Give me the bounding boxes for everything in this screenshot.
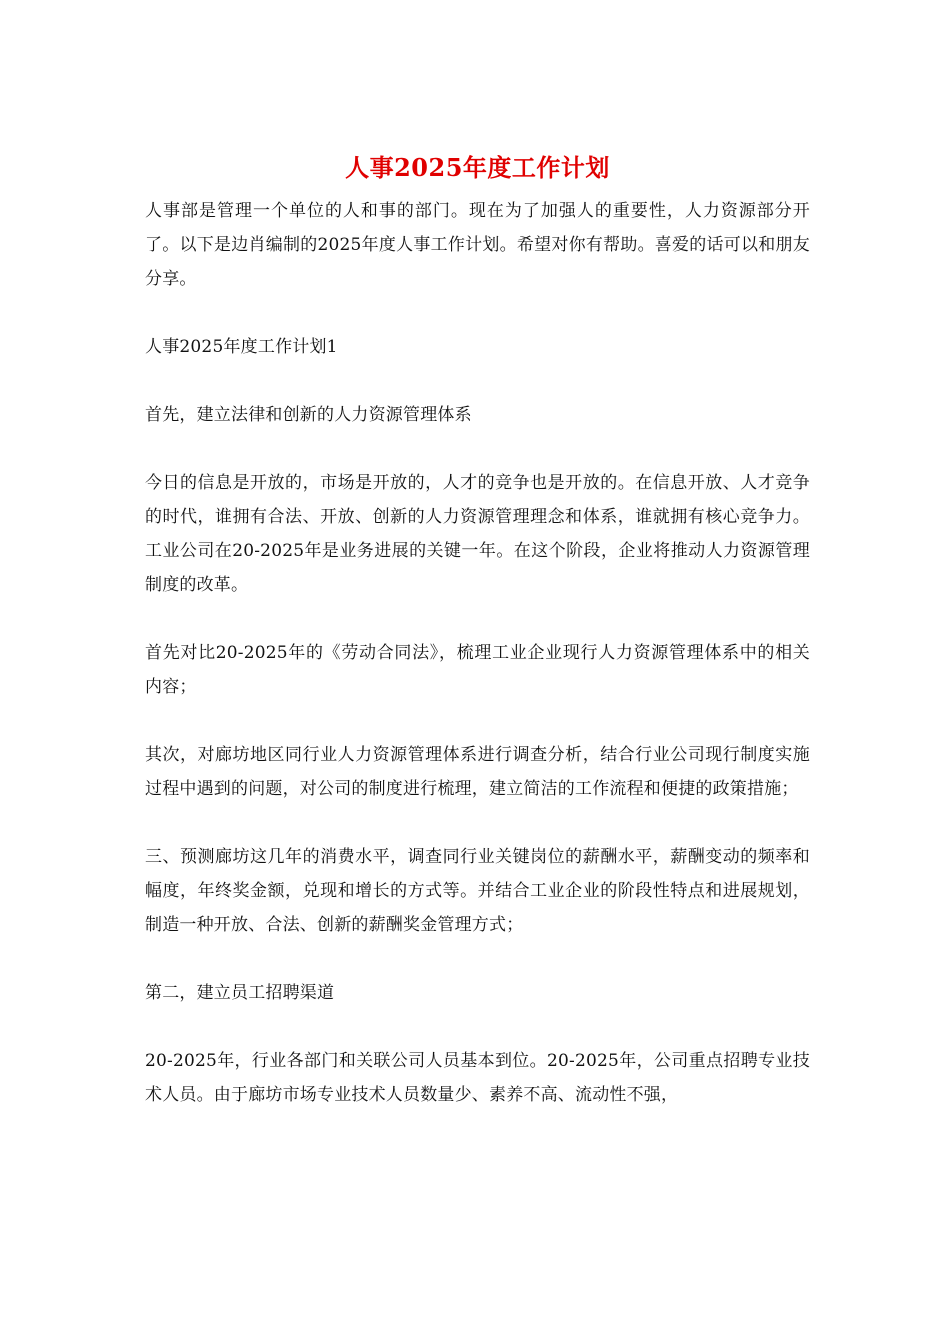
section-heading-plan-1: 人事2025年度工作计划1 xyxy=(145,337,338,357)
section-heading-second: 第二，建立员工招聘渠道 xyxy=(145,983,335,1003)
body-paragraph: 今日的信息是开放的，市场是开放的，人才的竞争也是开放的。在信息开放、人才竞争的时代，谁拥有合法、开放、创新的人力资源管理理念和体系，谁就拥有核心竞争力。工业公司在20-2025年是业务进展的关键一年。在这个阶段，企业将推动人力资源管理制度的改革。 xyxy=(145,473,810,595)
document-title: 人事2025年度工作计划 xyxy=(345,153,610,182)
document-content xyxy=(145,150,810,1146)
body-paragraph: 其次，对廊坊地区同行业人力资源管理体系进行调查分析，结合行业公司现行制度实施过程中遇到的问题，对公司的制度进行梳理，建立简洁的工作流程和便捷的政策措施； xyxy=(145,745,810,799)
body-paragraph: 20-2025年，行业各部门和关联公司人员基本到位。20-2025年，公司重点招聘专业技术人员。由于廊坊市场专业技术人员数量少、素养不高、流动性不强， xyxy=(145,1051,810,1105)
section-heading-first: 首先，建立法律和创新的人力资源管理体系 xyxy=(145,405,472,425)
intro-paragraph: 人事部是管理一个单位的人和事的部门。现在为了加强人的重要性，人力资源部分开了。以下是边肖编制的2025年度人事工作计划。希望对你有帮助。喜爱的话可以和朋友分享。 xyxy=(145,201,810,289)
body-paragraph: 首先对比20-2025年的《劳动合同法》，梳理工业企业现行人力资源管理体系中的相关内容； xyxy=(145,643,810,697)
body-paragraph: 三、预测廊坊这几年的消费水平，调查同行业关键岗位的薪酬水平，薪酬变动的频率和幅度，年终奖金额，兑现和增长的方式等。并结合工业企业的阶段性特点和进展规划，制造一种开放、合法、创新的薪酬奖金管理方式； xyxy=(145,847,810,935)
